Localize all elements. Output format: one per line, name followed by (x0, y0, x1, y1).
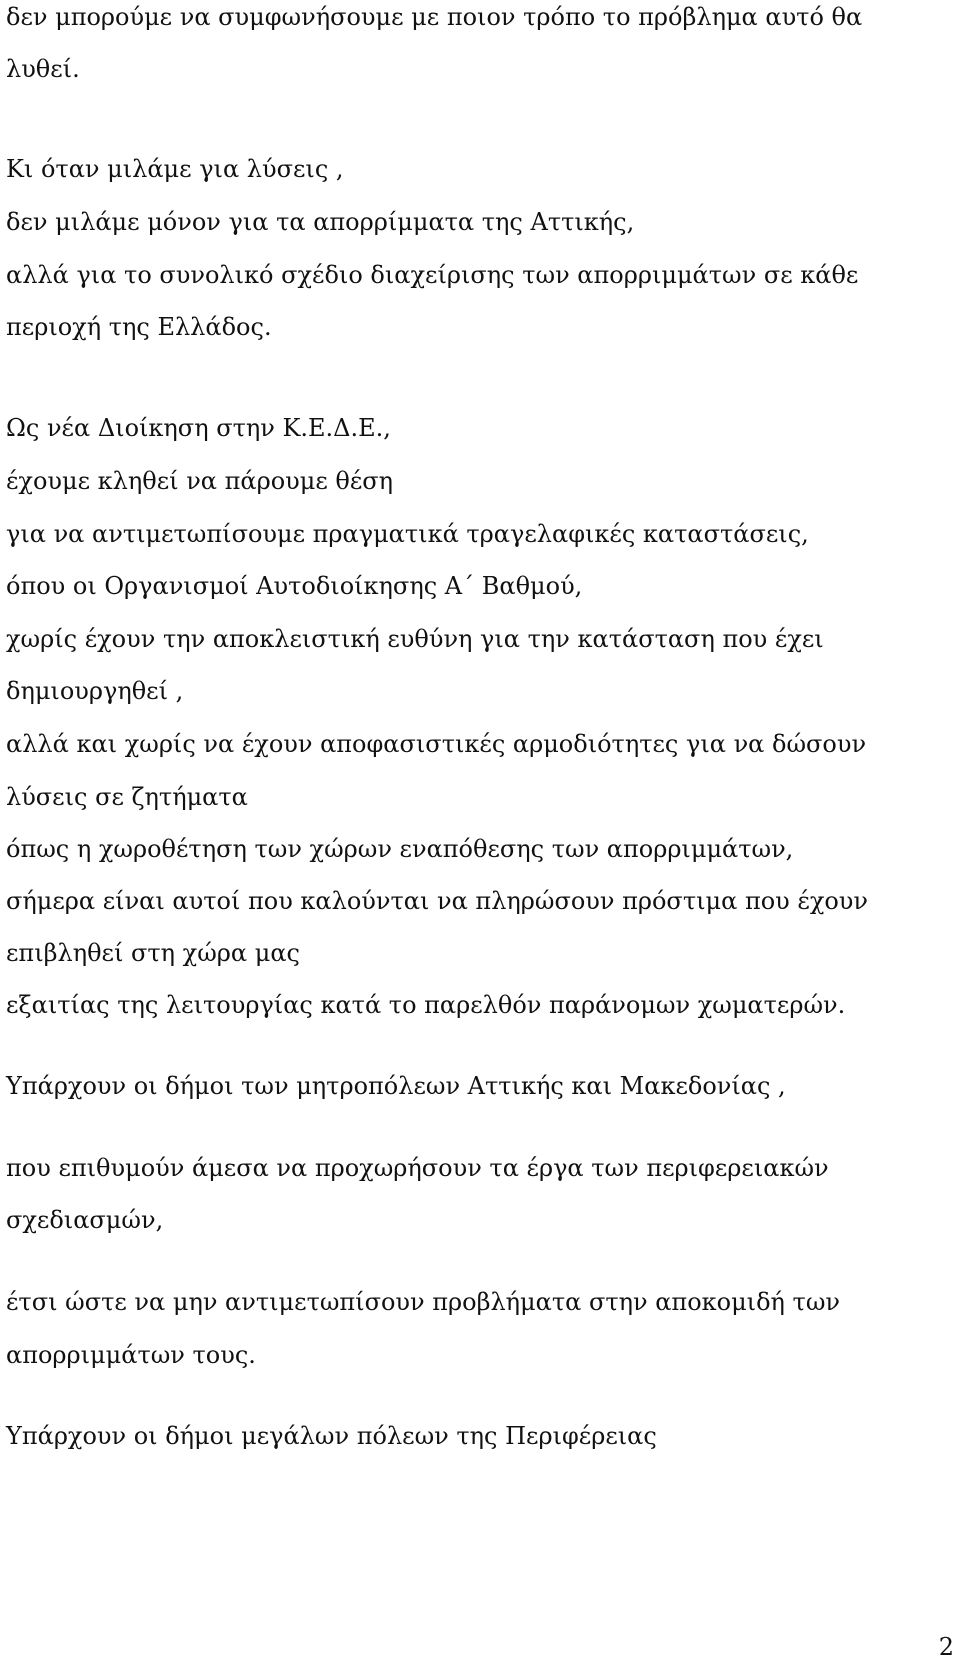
text-line-1: δεν μπορούμε να συμφωνήσουμε με ποιον τρόπο το πρόβλημα αυτό θα (6, 3, 863, 31)
text-line-18: εξαιτίας της λειτουργίας κατά το παρελθόν παράνομων χωματερών. (6, 991, 846, 1019)
text-line-16: σήμερα είναι αυτοί που καλούνται να πληρώσουν πρόστιμα που έχουν (6, 887, 868, 915)
text-line-20: που επιθυμούν άμεσα να προχωρήσουν τα έργα των περιφερειακών (6, 1154, 829, 1182)
text-line-23: απορριμμάτων τους. (6, 1341, 256, 1369)
text-line-14: λύσεις σε ζητήματα (6, 783, 248, 811)
text-line-15: όπως η χωροθέτηση των χώρων εναπόθεσης των απορριμμάτων, (6, 835, 794, 863)
text-line-9: για να αντιμετωπίσουμε πραγματικά τραγελαφικές καταστάσεις, (6, 520, 809, 548)
text-line-24: Υπάρχουν οι δήμοι μεγάλων πόλεων της Περιφέρειας (6, 1422, 657, 1450)
text-line-10: όπου οι Οργανισμοί Αυτοδιοίκησης Α΄ Βαθμού, (6, 572, 583, 600)
text-line-11: χωρίς έχουν την αποκλειστική ευθύνη για την κατάσταση που έχει (6, 625, 824, 653)
text-line-7: Ως νέα Διοίκηση στην Κ.Ε.Δ.Ε., (6, 414, 391, 442)
text-line-4: δεν μιλάμε μόνον για τα απορρίμματα της Αττικής, (6, 208, 635, 236)
text-line-2: λυθεί. (6, 55, 80, 83)
text-line-21: σχεδιασμών, (6, 1206, 164, 1234)
text-line-5: αλλά για το συνολικό σχέδιο διαχείρισης των απορριμμάτων σε κάθε (6, 261, 859, 289)
text-line-8: έχουμε κληθεί να πάρουμε θέση (6, 467, 394, 495)
text-line-19: Υπάρχουν οι δήμοι των μητροπόλεων Αττικής και Μακεδονίας , (6, 1072, 786, 1100)
text-line-22: έτσι ώστε να μην αντιμετωπίσουν προβλήματα στην αποκομιδή των (6, 1288, 840, 1316)
page-number: 2 (938, 1633, 954, 1661)
text-line-13: αλλά και χωρίς να έχουν αποφασιστικές αρμοδιότητες για να δώσουν (6, 730, 867, 758)
text-line-12: δημιουργηθεί , (6, 677, 184, 705)
text-line-6: περιοχή της Ελλάδος. (6, 313, 272, 341)
text-line-3: Κι όταν μιλάμε για λύσεις , (6, 155, 344, 183)
text-line-17: επιβληθεί στη χώρα μας (6, 939, 300, 967)
